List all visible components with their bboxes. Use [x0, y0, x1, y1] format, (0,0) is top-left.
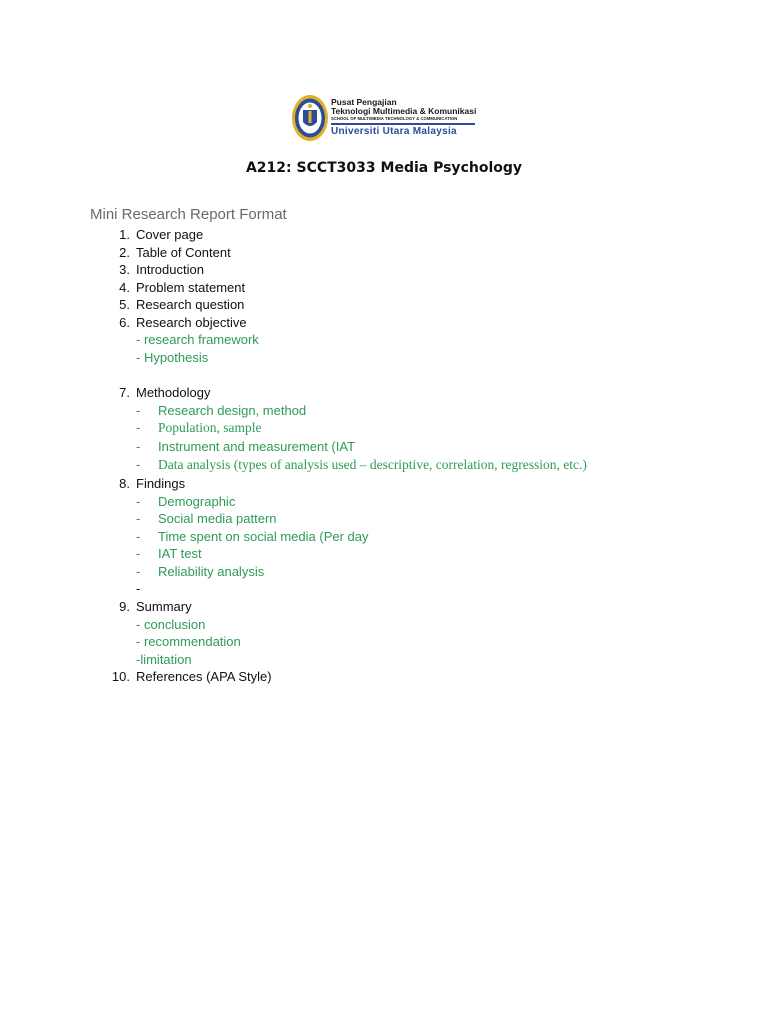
sub-item-text: Social media pattern	[158, 511, 277, 526]
list-number: 8.	[119, 476, 130, 491]
list-number: 10.	[111, 669, 130, 684]
list-item-label: Methodology	[136, 385, 211, 400]
list-item-label: Research objective	[136, 315, 247, 330]
sub-dash: -	[136, 420, 141, 435]
note-text: -limitation	[136, 652, 192, 667]
sub-dash: -	[136, 457, 141, 472]
note-text: - Hypothesis	[136, 350, 209, 365]
sub-item-text: IAT test	[158, 546, 202, 561]
sub-item-text: Time spent on social media (Per day	[158, 529, 369, 544]
note-text: - conclusion	[136, 617, 206, 632]
university-name: Universiti Utara Malaysia	[331, 126, 457, 137]
sub-item-text: Data analysis (types of analysis used – descriptive, correlation, regression, etc.)	[158, 457, 587, 472]
sub-dash: -	[136, 403, 141, 418]
list-item-label: Table of Content	[136, 245, 231, 260]
section-heading: Mini Research Report Format	[90, 206, 287, 223]
list-number: 1.	[119, 227, 130, 242]
list-item-label: Problem statement	[136, 280, 246, 295]
sub-dash: -	[136, 439, 141, 454]
note-text: - research framework	[136, 332, 259, 347]
sub-item-text: Demographic	[158, 494, 236, 509]
sub-item-text: Instrument and measurement (IAT	[158, 439, 356, 454]
list-number: 4.	[119, 280, 130, 295]
list-item-label: Research question	[136, 297, 245, 312]
list-number: 9.	[119, 599, 130, 614]
sub-dash: -	[136, 529, 141, 544]
sub-item-text: Population, sample	[158, 420, 262, 435]
list-item-label: Introduction	[136, 262, 204, 277]
list-item-label: Summary	[136, 599, 192, 614]
sub-item-text: Reliability analysis	[158, 564, 265, 579]
list-number: 5.	[119, 297, 130, 312]
list-item-label: Cover page	[136, 227, 204, 242]
university-seal-icon	[291, 94, 329, 142]
sub-dash: -	[136, 494, 141, 509]
sub-item-text: Research design, method	[158, 403, 307, 418]
list-item-label: References (APA Style)	[136, 669, 272, 684]
sub-dash: -	[136, 511, 141, 526]
course-title: A212: SCCT3033 Media Psychology	[245, 160, 523, 176]
list-item-label: Findings	[136, 476, 186, 491]
list-number: 2.	[119, 245, 130, 260]
sub-dash: -	[136, 581, 141, 596]
list-number: 6.	[119, 315, 130, 330]
list-number: 7.	[119, 385, 130, 400]
sub-dash: -	[136, 564, 141, 579]
logo-line-2: Teknologi Multimedia & Komunikasi	[331, 106, 477, 116]
logo-line-3: SCHOOL OF MULTIMEDIA TECHNOLOGY & COMMUNICATION	[331, 116, 458, 121]
logo-divider	[331, 123, 475, 125]
sub-dash: -	[136, 546, 141, 561]
note-text: - recommendation	[136, 634, 241, 649]
list-number: 3.	[119, 262, 130, 277]
logo-text	[331, 98, 481, 137]
logo-line-1: Pusat Pengajian	[331, 97, 397, 107]
school-logo	[291, 94, 481, 144]
